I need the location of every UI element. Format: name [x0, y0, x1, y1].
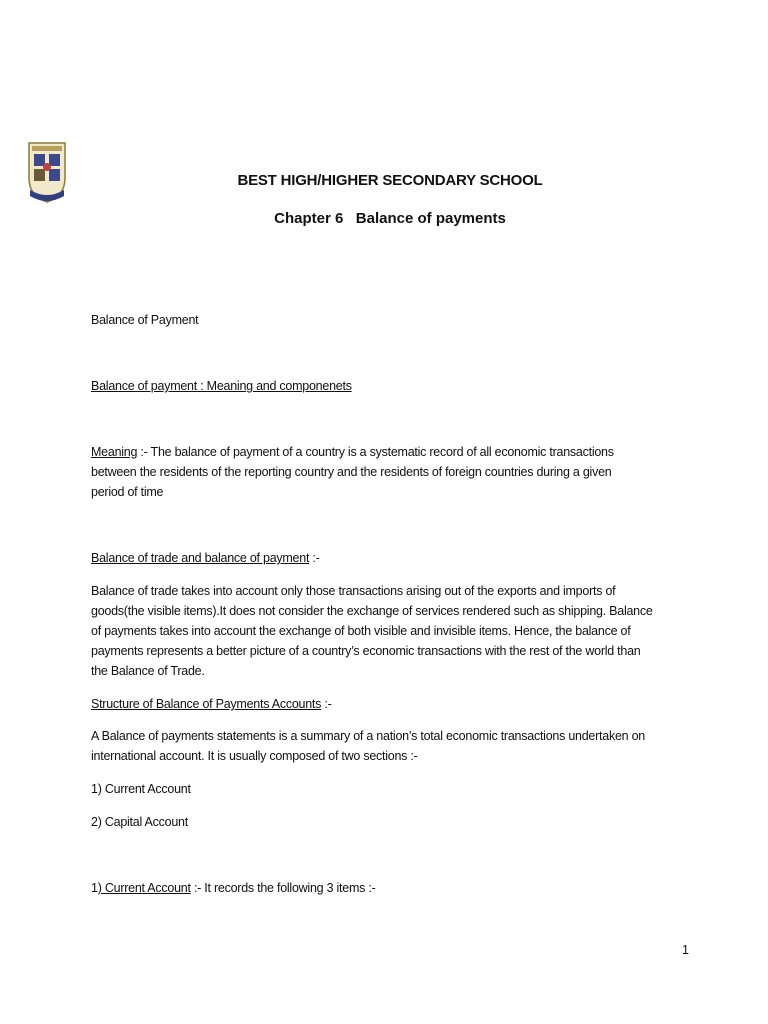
- list-item-current-account: 1) Current Account: [91, 782, 191, 796]
- topic-line: Balance of Payment: [91, 313, 199, 327]
- bot-line-3: of payments takes into account the exchange of both visible and invisible items. Hence, the balance of: [91, 624, 631, 638]
- meaning-line-1-text: :- The balance of payment of a country is a systematic record of all economic transactions: [137, 445, 614, 459]
- structure-paragraph: [91, 726, 691, 766]
- structure-heading-line: [91, 694, 332, 714]
- page-number: 1: [682, 943, 689, 957]
- meaning-line-3: period of time: [91, 485, 164, 499]
- bot-paragraph: [91, 581, 691, 681]
- structure-line-2: international account. It is usually composed of two sections :-: [91, 749, 418, 763]
- structure-line-1: A Balance of payments statements is a summary of a nation’s total economic transactions undertaken on: [91, 729, 645, 743]
- meaning-paragraph: [91, 442, 691, 502]
- bot-heading-line: [91, 548, 320, 568]
- structure-heading-suffix: :-: [321, 697, 332, 711]
- bot-heading-suffix: :-: [309, 551, 320, 565]
- chapter-title: Chapter 6 Balance of payments: [274, 210, 506, 227]
- structure-heading: Structure of Balance of Payments Accounts: [91, 697, 322, 711]
- bot-line-5: the Balance of Trade.: [91, 664, 205, 678]
- meaning-line-2: between the residents of the reporting country and the residents of foreign countries during a given: [91, 465, 612, 479]
- current-account-prefix: 1: [91, 881, 98, 895]
- meaning-label: Meaning: [91, 445, 138, 459]
- bot-line-2: goods(the visible items).It does not consider the exchange of services rendered such as shipping. Balance: [91, 604, 653, 618]
- school-name-heading: BEST HIGH/HIGHER SECONDARY SCHOOL: [237, 172, 543, 189]
- meaning-line-1: [91, 442, 691, 462]
- meaning-components-heading: Balance of payment : Meaning and componenets: [91, 379, 352, 393]
- current-account-heading-line: [91, 878, 375, 898]
- bot-line-4: payments represents a better picture of a country’s economic transactions with the rest of the world than: [91, 644, 641, 658]
- bot-line-1: Balance of trade takes into account only those transactions arising out of the exports and imports of: [91, 584, 616, 598]
- current-account-heading: ) Current Account: [97, 881, 191, 895]
- current-account-suffix: :- It records the following 3 items :-: [190, 881, 376, 895]
- list-item-capital-account: 2) Capital Account: [91, 815, 188, 829]
- bot-heading: Balance of trade and balance of payment: [91, 551, 310, 565]
